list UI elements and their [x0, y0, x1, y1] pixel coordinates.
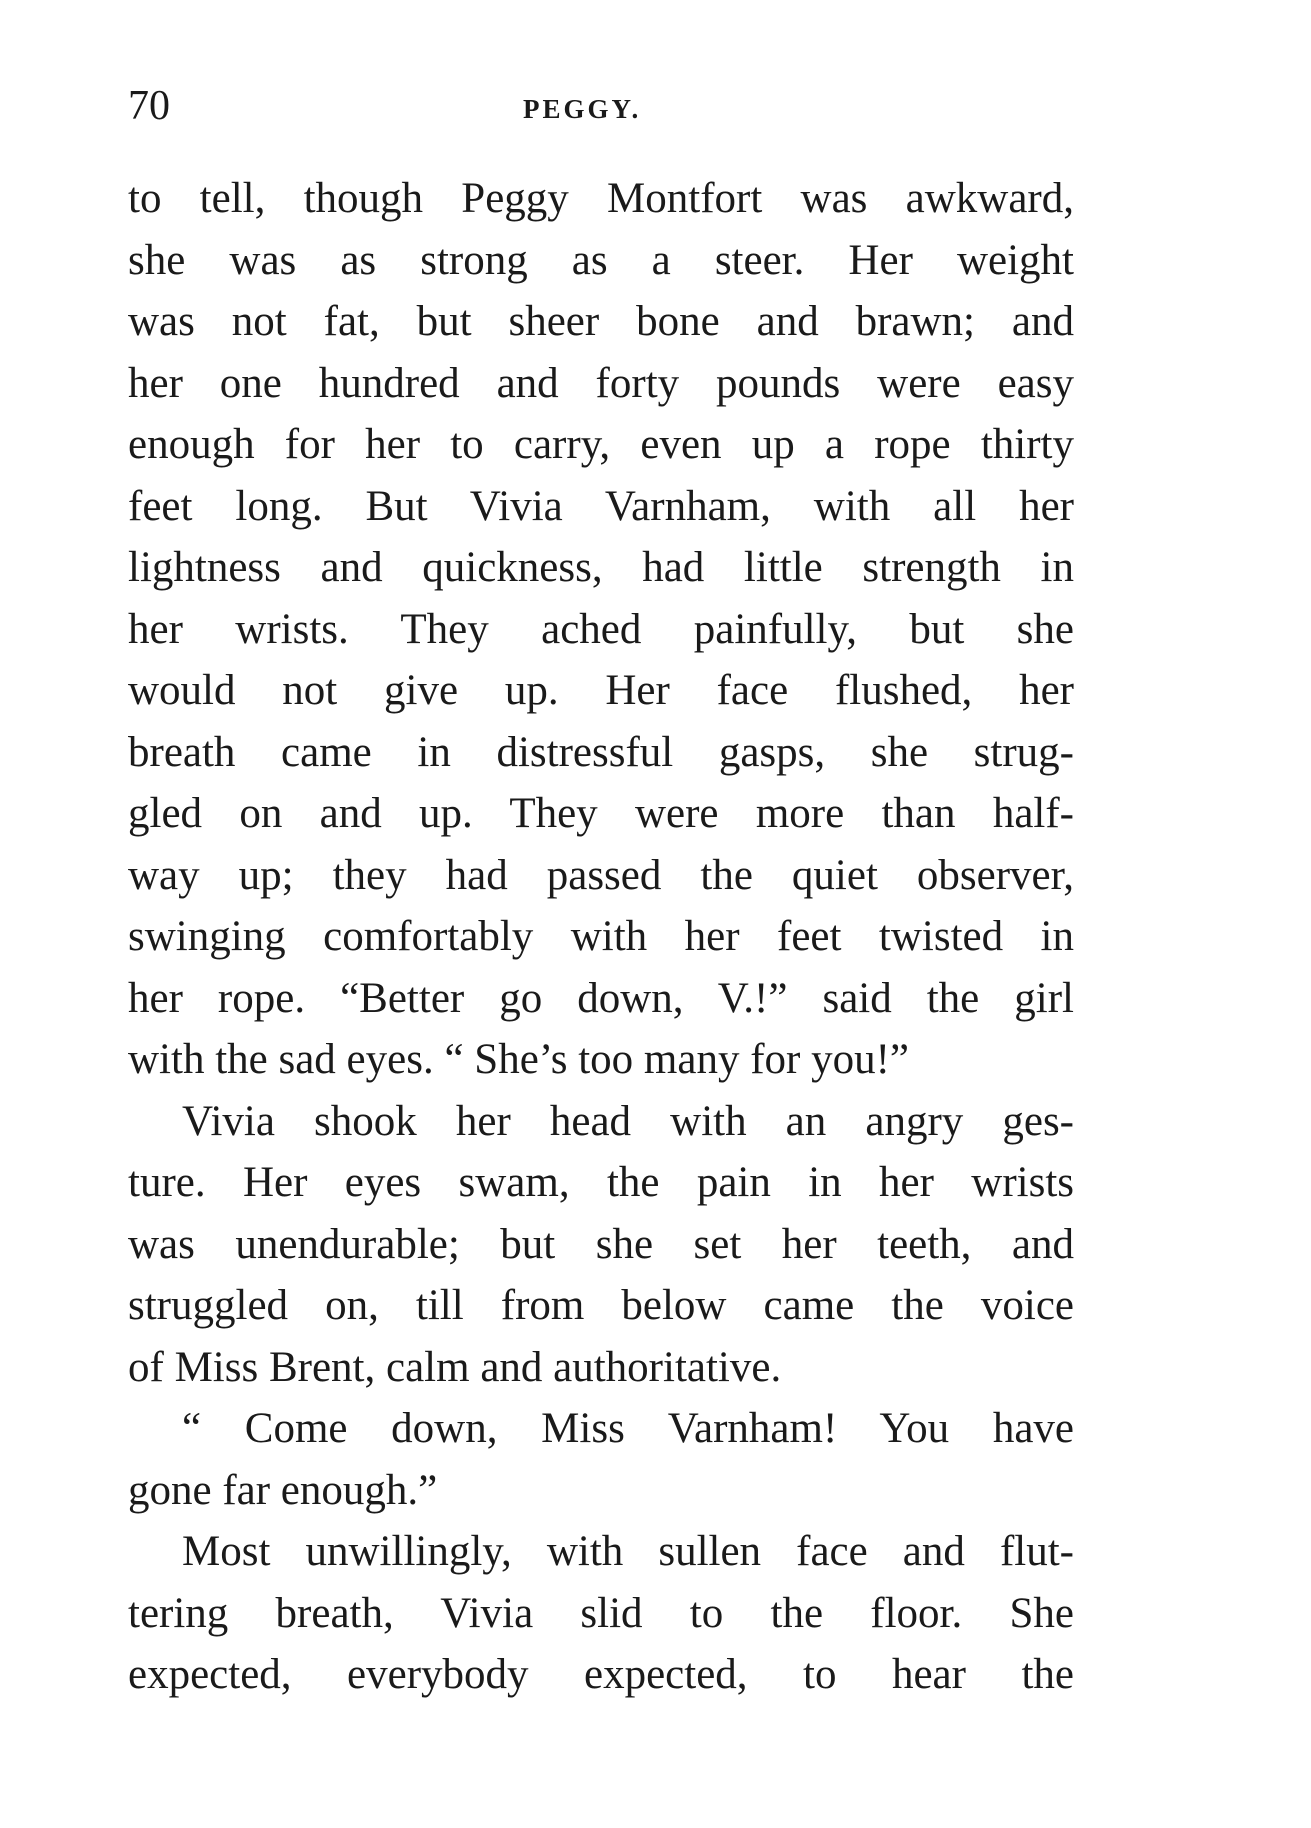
- text-line: with the sad eyes. “ She’s too many for you!”: [128, 1036, 909, 1083]
- text-line: was unendurable; but she set her teeth, and: [128, 1220, 1074, 1268]
- text-line: was not fat, but sheer bone and brawn; and: [128, 298, 1074, 345]
- text-line: of Miss Brent, calm and authoritative.: [128, 1343, 782, 1391]
- text-line: Vivia shook her head with an angry ges-: [182, 1097, 1074, 1145]
- text-line: gled on and up. They were more than half-: [128, 790, 1074, 837]
- text-line: her rope. “Better go down, V.!” said the girl: [128, 974, 1074, 1022]
- text-line: gone far enough.”: [128, 1466, 438, 1514]
- page-number: 70: [128, 83, 170, 129]
- page-header: [128, 76, 1088, 136]
- text-line: Most unwillingly, with sullen face and flut-: [182, 1528, 1074, 1575]
- text-line: feet long. But Vivia Varnham, with all her: [128, 482, 1074, 530]
- text-line: breath came in distressful gasps, she strug-: [128, 728, 1074, 776]
- text-line: enough for her to carry, even up a rope thirty: [128, 421, 1074, 468]
- text-line: she was as strong as a steer. Her weight: [128, 236, 1074, 284]
- text-line: struggled on, till from below came the voice: [128, 1282, 1074, 1329]
- text-line: would not give up. Her face flushed, her: [128, 667, 1074, 714]
- text-line: swinging comfortably with her feet twisted in: [128, 913, 1074, 960]
- paragraph: [128, 1091, 1074, 1399]
- paragraph: [128, 168, 1074, 1091]
- paragraph: [128, 1398, 1074, 1521]
- running-head: PEGGY.: [523, 94, 642, 124]
- text-line: “ Come down, Miss Varnham! You have: [182, 1405, 1074, 1452]
- text-line: expected, everybody expected, to hear the: [128, 1651, 1074, 1698]
- text-line: tering breath, Vivia slid to the floor. She: [128, 1589, 1074, 1637]
- body-text: [128, 168, 1074, 1706]
- paragraph: [128, 1521, 1074, 1706]
- text-line: lightness and quickness, had little strength in: [128, 544, 1074, 591]
- text-line: to tell, though Peggy Montfort was awkward,: [128, 175, 1074, 222]
- text-line: her wrists. They ached painfully, but she: [128, 605, 1074, 653]
- text-line: ture. Her eyes swam, the pain in her wrists: [128, 1159, 1074, 1206]
- text-line: her one hundred and forty pounds were easy: [128, 359, 1074, 407]
- text-line: way up; they had passed the quiet observer,: [128, 851, 1074, 899]
